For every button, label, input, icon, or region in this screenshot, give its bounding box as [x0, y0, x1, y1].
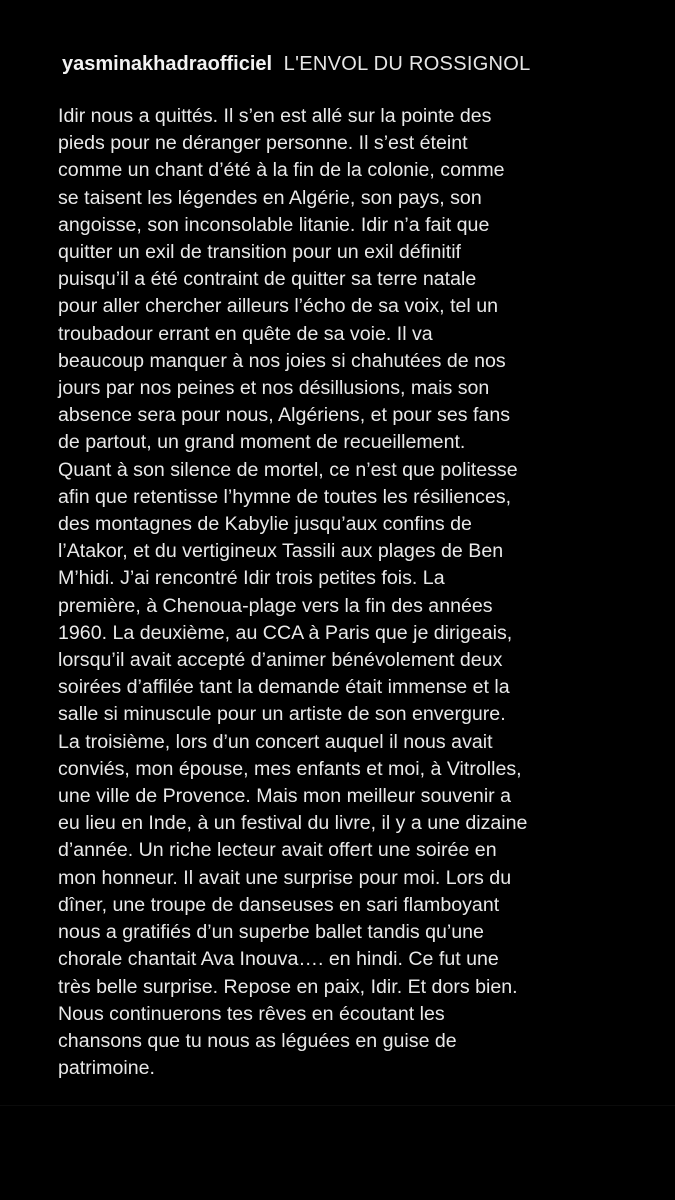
username[interactable]: yasminakhadraofficiel — [62, 53, 273, 75]
divider — [0, 1105, 675, 1106]
post-body-text: Idir nous a quittés. Il s’en est allé sur la pointe des pieds pour ne déranger personne. Il s’est éteint comme un chant d’été à la fin de la colonie, comme se taisent les légendes en Algérie, son pays, son angoisse, son inconsolable litanie. Idir n’a fait que quitter un exil de transition pour un exil définitif puisqu’il a été contraint de quitter sa terre natale pour aller chercher ailleurs l’écho de sa voix, tel un troubadour errant en quête de sa voie. Il va beaucoup manquer à nos joies si chahutées de nos jours par nos peines et nos désillusions, mais son absence sera pour nous, Algériens, et pour ses fans de partout, un grand moment de recueillement. Quant à son silence de mortel, ce n’est que politesse afin que retentisse l’hymne de toutes les résiliences, des montagnes de Kabylie jusqu’aux confins de l’Atakor, et du vertigineux Tassili aux plages de Ben M’hidi. J’ai rencontré Idir trois petites fois. La première, à Chenoua-plage vers la fin des années 1960. La deuxième, au CCA à Paris que je dirigeais, lorsqu’il avait accepté d’animer bénévolement deux soirées d’affilée tant la demande était immense et la salle si minuscule pour un artiste de son envergure. La troisième, lors d’un concert auquel il nous avait conviés, mon épouse, mes enfants et moi, à Vitrolles, une ville de Provence. Mais mon meilleur souvenir a eu lieu en Inde, à un festival du livre, il y a une dizaine d’année. Un riche lecteur avait offert une soirée en mon honneur. Il avait une surprise pour moi. Lors du dîner, une troupe de danseuses en sari flamboyant nous a gratifiés d’un superbe ballet tandis qu’une chorale chantait Ava Inouva…. en hindi. Ce fut une très belle surprise. Repose en paix, Idir. Et dors bien. Nous continuerons tes rêves en écoutant les chansons que tu nous as léguées en guise de patrimoine. — [58, 105, 528, 1080]
post-title: L'ENVOL DU ROSSIGNOL — [283, 53, 531, 75]
post-header — [62, 50, 531, 78]
